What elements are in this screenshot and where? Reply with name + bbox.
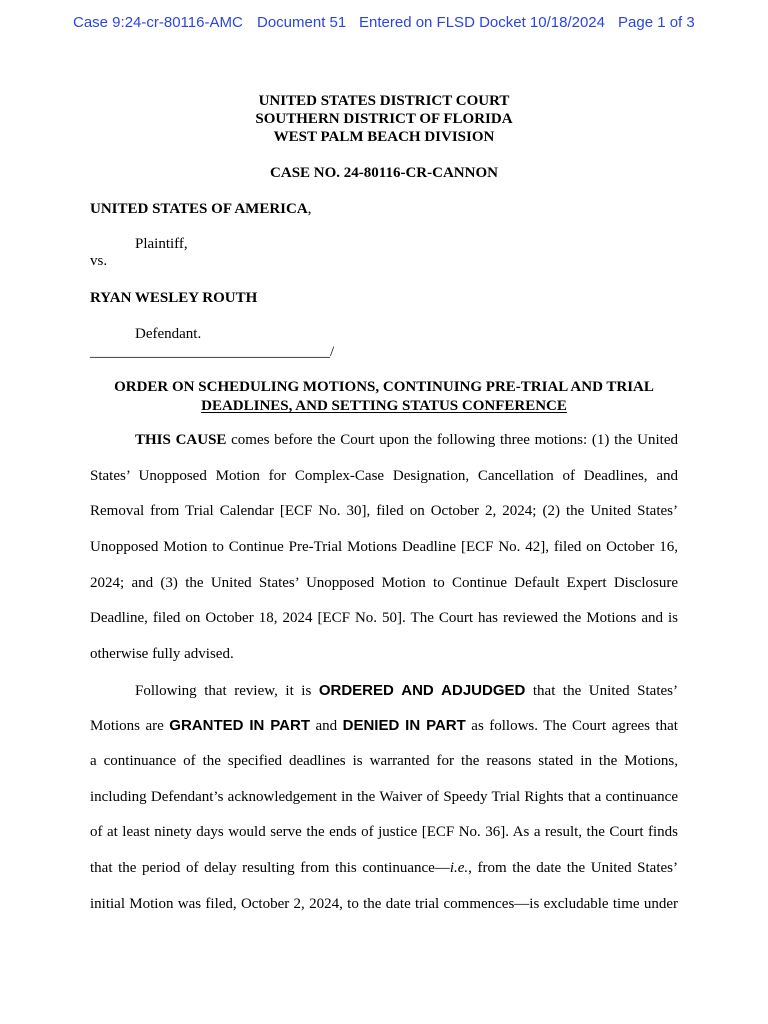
order-title-line-2: DEADLINES, AND SETTING STATUS CONFERENCE (201, 398, 567, 414)
order-title-line-1: ORDER ON SCHEDULING MOTIONS, CONTINUING PRE-TRIAL AND TRIAL (114, 379, 654, 395)
body-line: of at least ninety days would serve the ends of justice [ECF No. 36]. As a result, the Court finds (90, 824, 678, 841)
order-title-line-2-row (0, 397, 768, 415)
body-line: a continuance of the specified deadlines is warranted for the reasons stated in the Motions, (90, 752, 678, 769)
body-line-text: as follows. The Court agrees that (465, 718, 678, 735)
case-number: CASE NO. 24-80116-CR-CANNON (270, 165, 498, 181)
docket-stamp (0, 14, 768, 32)
plaintiff-name: UNITED STATES OF AMERICA (90, 201, 308, 217)
body-line (90, 708, 678, 744)
docket-document-number: Document 51 (257, 14, 347, 31)
division-name: WEST PALM BEACH DIVISION (273, 129, 495, 145)
emphasis-ordered-and-adjudged: ORDERED AND ADJUDGED (318, 681, 526, 699)
body-line-text: that the United States’ (525, 682, 678, 699)
plaintiff-role: Plaintiff, (135, 236, 188, 252)
emphasis-denied-in-part: DENIED IN PART (342, 717, 466, 735)
body-line-text: Following that review, it is (135, 682, 319, 699)
plaintiff-name-comma: , (307, 201, 312, 217)
district-name: SOUTHERN DISTRICT OF FLORIDA (255, 111, 513, 127)
body-line-text: Motions are (90, 718, 170, 735)
caption-signature-rule: ________________________________/ (90, 344, 335, 360)
italic-ie: i.e. (449, 859, 469, 876)
body-line: Removal from Trial Calendar [ECF No. 30], filed on October 2, 2024; (2) the United States’ (90, 503, 678, 520)
body-line (90, 851, 678, 887)
plaintiff-line (90, 200, 311, 218)
body-line: otherwise fully advised. (90, 645, 234, 662)
body-line-text: comes before the Court upon the following three motions: (1) the United (226, 432, 678, 448)
body-line: Deadline, filed on October 18, 2024 [ECF No. 50]. The Court has reviewed the Motions and is (90, 610, 678, 627)
emphasis-granted-in-part: GRANTED IN PART (169, 717, 310, 735)
defendant-role: Defendant. (135, 326, 202, 342)
versus-label: vs. (90, 253, 108, 269)
docket-entry-date: Entered on FLSD Docket 10/18/2024 (359, 14, 605, 31)
docket-case-number: Case 9:24-cr-80116-AMC (73, 14, 243, 31)
emphasis-this-cause: THIS CAUSE (135, 432, 227, 448)
body-line (90, 673, 678, 709)
paragraph-2 (90, 673, 678, 923)
body-line: States’ Unopposed Motion for Complex-Case Designation, Cancellation of Deadlines, and (90, 467, 678, 484)
body-line (90, 423, 678, 459)
body-line-text: that the period of delay resulting from this continuance— (90, 859, 450, 876)
court-name: UNITED STATES DISTRICT COURT (258, 93, 510, 109)
body-line: initial Motion was filed, October 2, 2024, to the date trial commences—is excludable time under (90, 895, 678, 912)
docket-page-number: Page 1 of 3 (618, 14, 695, 31)
body-line: including Defendant’s acknowledgement in the Waiver of Speedy Trial Rights that a continuance (90, 788, 678, 805)
body-line-text: , from the date the United States’ (468, 859, 679, 876)
defendant-name: RYAN WESLEY ROUTH (90, 290, 258, 306)
paragraph-1 (90, 423, 678, 673)
body-line-text: and (309, 718, 343, 735)
order-body (90, 423, 678, 922)
body-line: 2024; and (3) the United States’ Unopposed Motion to Continue Default Expert Disclosure (90, 574, 678, 591)
body-line: Unopposed Motion to Continue Pre-Trial Motions Deadline [ECF No. 42], filed on October 16, (90, 538, 678, 555)
